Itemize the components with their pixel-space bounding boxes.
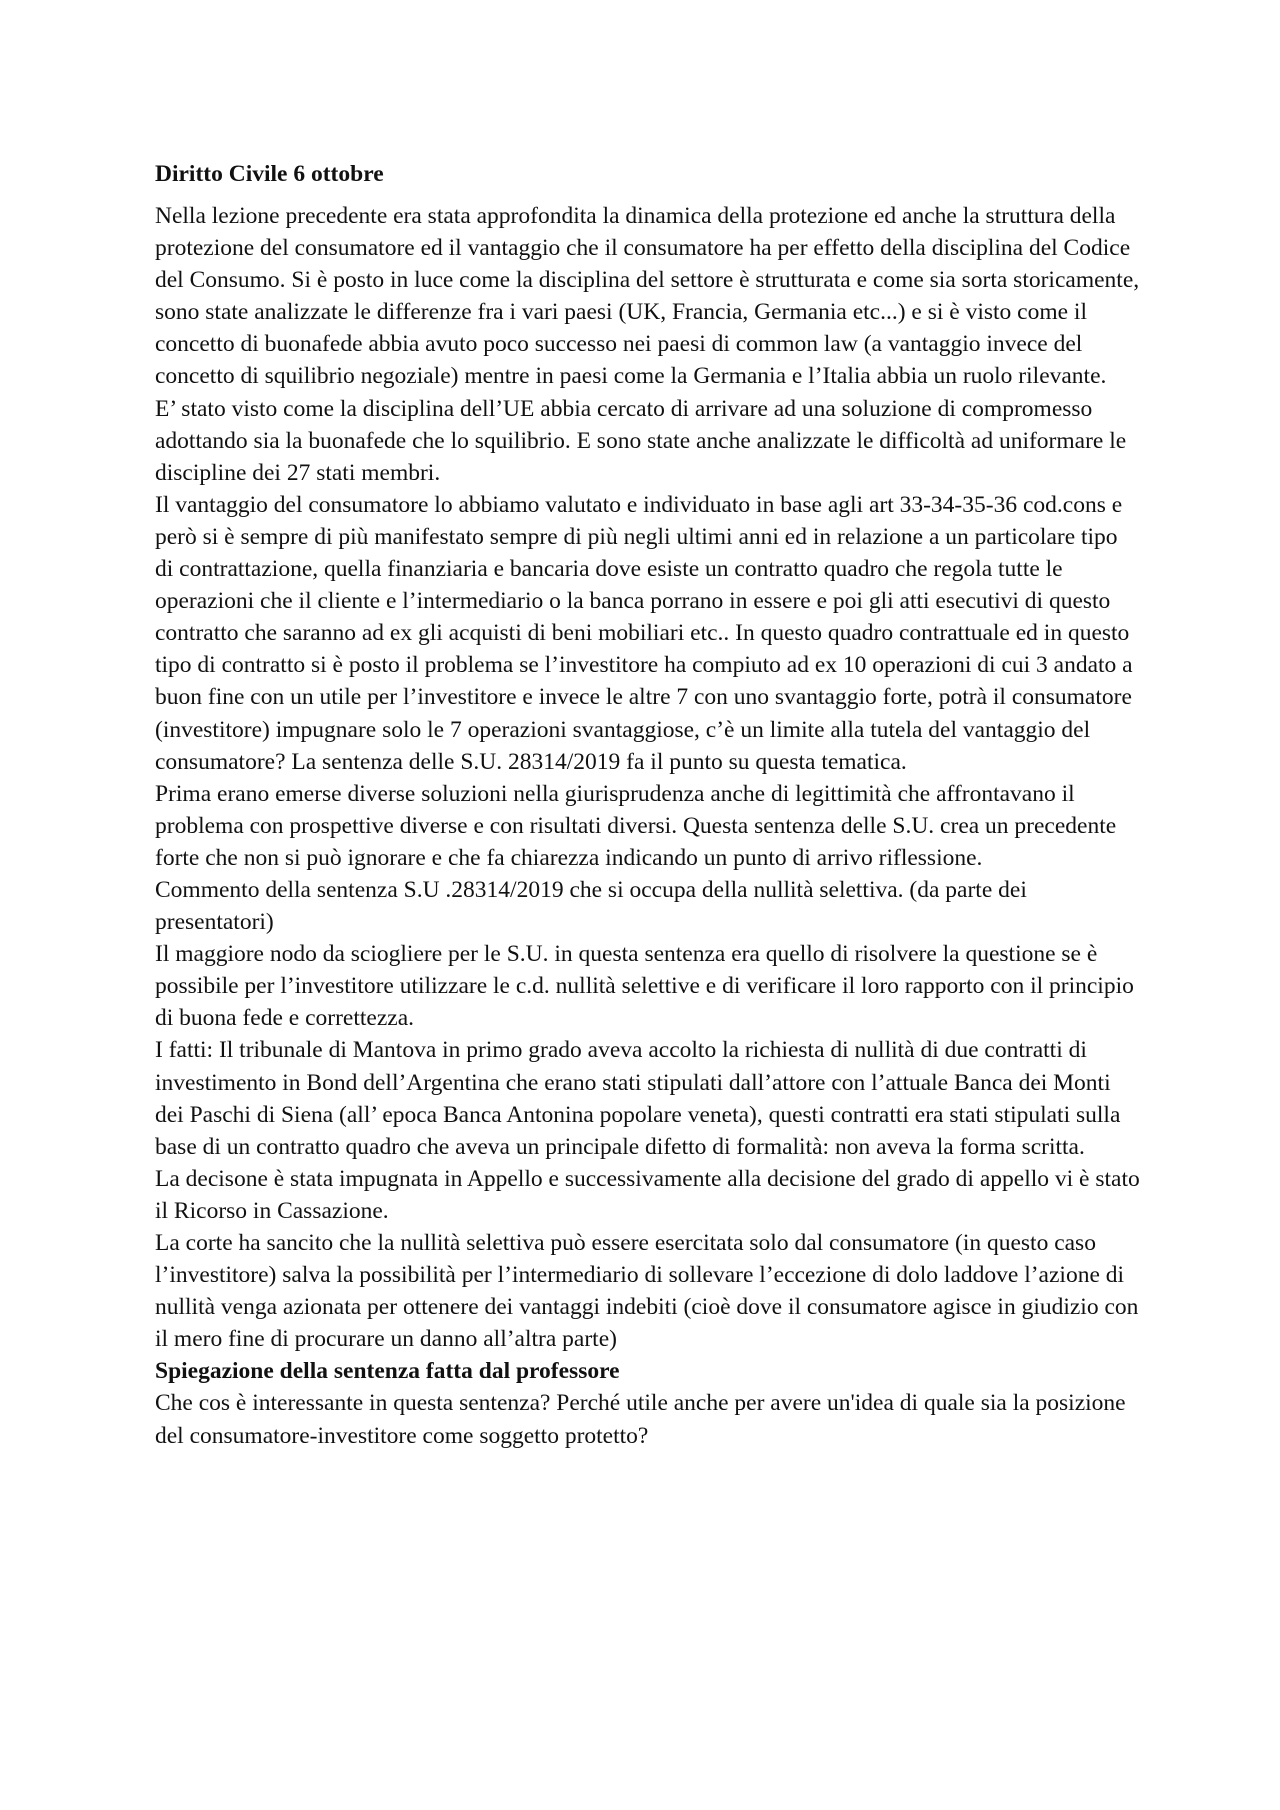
paragraph: Che cos è interessante in questa sentenza? Perché utile anche per avere un'idea di quale sia la posizione del consumatore-investitore come soggetto protetto?: [155, 1390, 1126, 1449]
paragraph: La decisone è stata impugnata in Appello e successivamente alla decisione del grado di appello vi è stato il Ricorso in Cassazione.: [155, 1165, 1140, 1224]
paragraph: La corte ha sancito che la nullità selettiva può essere esercitata solo dal consumatore (in questo caso l’investitore) salva la possibilità per l’intermediario di sollevare l’eccezione di dolo laddove l’azione di nullità venga azionata per ottenere dei vantaggi indebiti (cioè dove il consumatore agisce in giudizio con il mero fine di procurare un danno all’altra parte): [155, 1230, 1139, 1353]
paragraph: Il maggiore nodo da sciogliere per le S.U. in questa sentenza era quello di risolvere la questione se è possibile per l’investitore utilizzare le c.d. nullità selettive e di verificare il loro rapporto con il principio di buona fede e correttezza.: [155, 941, 1134, 1032]
paragraph: E’ stato visto come la disciplina dell’UE abbia cercato di arrivare ad una soluzione di compromesso adottando sia la buonafede che lo squilibrio. E sono state anche analizzate le difficoltà ad uniformare le discipline dei 27 stati membri.: [155, 395, 1127, 486]
section-heading: Spiegazione della sentenza fatta dal professore: [155, 1358, 620, 1385]
paragraph: Commento della sentenza S.U .28314/2019 che si occupa della nullità selettiva. (da parte dei presentatori): [155, 876, 1027, 936]
paragraph: I fatti: Il tribunale di Mantova in primo grado aveva accolto la richiesta di nullità di due contratti di investimento in Bond dell’Argentina che erano stati stipulati dall’attore con l’attuale Banca dei Monti dei Paschi di Siena (all’ epoca Banca Antonina popolare veneta), questi contratti era stati stipulati sulla base di un contratto quadro che aveva un principale difetto di formalità: non aveva la forma scritta.: [155, 1037, 1121, 1160]
paragraph: Nella lezione precedente era stata approfondita la dinamica della protezione ed anche la struttura della protezione del consumatore ed il vantaggio che il consumatore ha per effetto della disciplina del Codice del Consumo. Si è posto in luce come la disciplina del settore è strutturata e come sia sorta storicamente, sono state analizzate le differenze fra i vari paesi (UK, Francia, Germania etc...) e si è visto come il concetto di buonafede abbia avuto poco successo nei paesi di common law (a vantaggio invece del concetto di squilibrio negoziale) mentre in paesi come la Germania e l’Italia abbia un ruolo rilevante.: [155, 203, 1140, 390]
paragraph: Prima erano emerse diverse soluzioni nella giurisprudenza anche di legittimità che affrontavano il problema con prospettive diverse e con risultati diversi. Questa sentenza delle S.U. crea un precedente forte che non si può ignorare e che fa chiarezza indicando un punto di arrivo riflessione.: [155, 780, 1117, 871]
document-page: [155, 158, 1140, 1452]
document-body: [155, 200, 1140, 1452]
document-title: Diritto Civile 6 ottobre: [155, 161, 384, 187]
paragraph: Il vantaggio del consumatore lo abbiamo valutato e individuato in base agli art 33-34-35-36 cod.cons e però si è sempre di più manifestato sempre di più negli ultimi anni ed in relazione a un particolare tipo di contrattazione, quella finanziaria e bancaria dove esiste un contratto quadro che regola tutte le operazioni che il cliente e l’intermediario o la banca porrano in essere e poi gli atti esecutivi di questo contratto che saranno ad ex gli acquisti di beni mobiliari etc.. In questo quadro contrattuale ed in questo tipo di contratto si è posto il problema se l’investitore ha compiuto ad ex 10 operazioni di cui 3 andato a buon fine con un utile per l’investitore e invece le altre 7 con uno svantaggio forte, potrà il consumatore (investitore) impugnare solo le 7 operazioni svantaggiose, c’è un limite alla tutela del vantaggio del consumatore? La sentenza delle S.U. 28314/2019 fa il punto su questa tematica.: [155, 491, 1133, 775]
